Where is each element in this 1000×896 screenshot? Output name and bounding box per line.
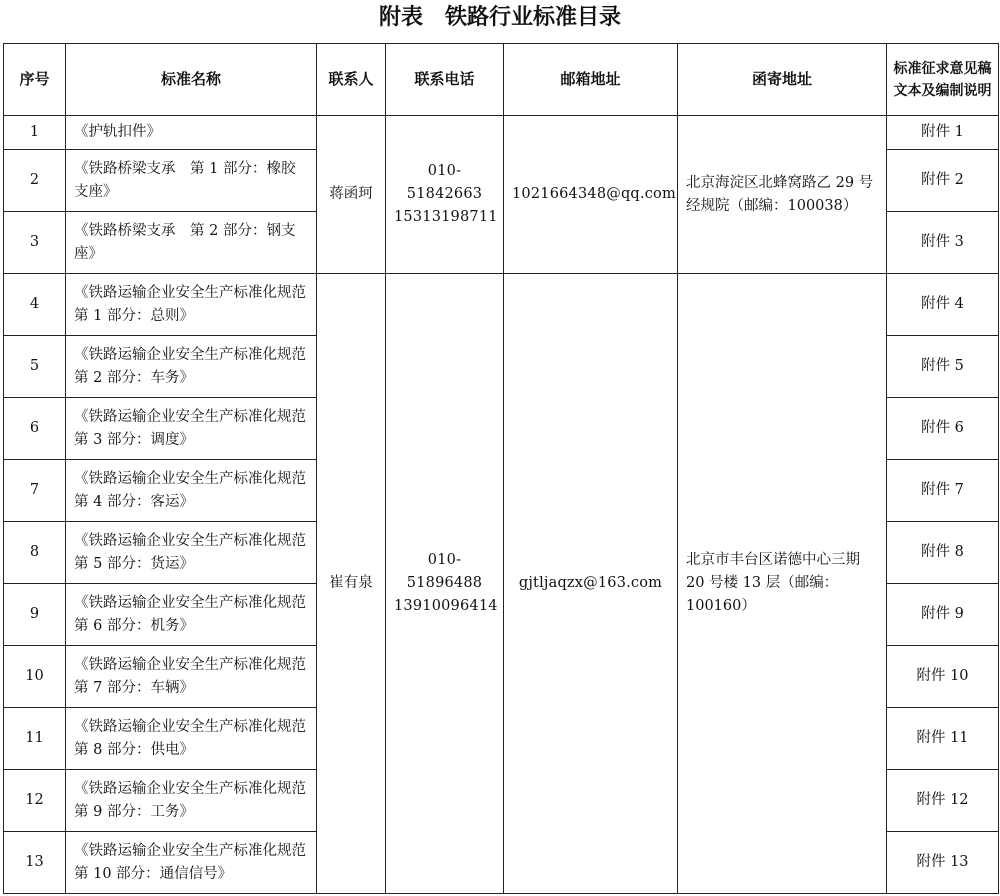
table-row	[4, 116, 999, 150]
header-seq: 序号	[4, 44, 66, 116]
row-seq: 11	[4, 708, 66, 770]
row-name: 《铁路运输企业安全生产标准化规范第 4 部分：客运》	[66, 460, 317, 522]
row-attachment: 附件 7	[887, 460, 999, 522]
contact-phone-2: 15313198711	[394, 209, 498, 225]
row-name: 《铁路运输企业安全生产标准化规范第 9 部分：工务》	[66, 770, 317, 832]
row-name: 《铁路运输企业安全生产标准化规范第 3 部分：调度》	[66, 398, 317, 460]
row-name: 《铁路运输企业安全生产标准化规范第 5 部分：货运》	[66, 522, 317, 584]
header-attachment: 标准征求意见稿文本及编制说明	[887, 44, 999, 116]
contact-person: 蒋函珂	[317, 116, 386, 274]
row-seq: 12	[4, 770, 66, 832]
row-name: 《铁路运输企业安全生产标准化规范第 8 部分：供电》	[66, 708, 317, 770]
row-seq: 13	[4, 832, 66, 894]
row-name: 《铁路运输企业安全生产标准化规范第 7 部分：车辆》	[66, 646, 317, 708]
contact-phone	[386, 274, 504, 894]
row-attachment: 附件 5	[887, 336, 999, 398]
contact-phone-1: 010-51896488	[406, 552, 483, 591]
row-attachment: 附件 13	[887, 832, 999, 894]
row-seq: 10	[4, 646, 66, 708]
row-name: 《铁路桥梁支承 第 1 部分：橡胶支座》	[66, 150, 317, 212]
header-address: 函寄地址	[678, 44, 887, 116]
page-title: 附表 铁路行业标准目录	[378, 5, 621, 30]
row-attachment: 附件 9	[887, 584, 999, 646]
table-row	[4, 274, 999, 336]
row-seq: 9	[4, 584, 66, 646]
row-attachment: 附件 4	[887, 274, 999, 336]
row-seq: 2	[4, 150, 66, 212]
row-seq: 1	[4, 116, 66, 150]
header-phone: 联系电话	[386, 44, 504, 116]
row-name: 《铁路运输企业安全生产标准化规范第 10 部分：通信信号》	[66, 832, 317, 894]
standards-table	[3, 43, 999, 894]
row-seq: 8	[4, 522, 66, 584]
row-seq: 5	[4, 336, 66, 398]
row-attachment: 附件 12	[887, 770, 999, 832]
contact-phone-2: 13910096414	[394, 598, 498, 614]
row-name: 《铁路运输企业安全生产标准化规范第 1 部分：总则》	[66, 274, 317, 336]
row-attachment: 附件 1	[887, 116, 999, 150]
row-name: 《铁路桥梁支承 第 2 部分：钢支座》	[66, 212, 317, 274]
row-attachment: 附件 10	[887, 646, 999, 708]
contact-email: gjtljaqzx@163.com	[504, 274, 678, 894]
contact-person: 崔有泉	[317, 274, 386, 894]
contact-phone-1: 010-51842663	[406, 163, 483, 202]
row-attachment: 附件 2	[887, 150, 999, 212]
row-name: 《铁路运输企业安全生产标准化规范第 2 部分：车务》	[66, 336, 317, 398]
row-seq: 4	[4, 274, 66, 336]
row-attachment: 附件 11	[887, 708, 999, 770]
row-name: 《护轨扣件》	[66, 116, 317, 150]
header-row	[4, 44, 999, 116]
header-name: 标准名称	[66, 44, 317, 116]
contact-email: 1021664348@qq.com	[504, 116, 678, 274]
row-name: 《铁路运输企业安全生产标准化规范第 6 部分：机务》	[66, 584, 317, 646]
row-seq: 6	[4, 398, 66, 460]
row-seq: 3	[4, 212, 66, 274]
row-attachment: 附件 3	[887, 212, 999, 274]
header-email: 邮箱地址	[504, 44, 678, 116]
row-attachment: 附件 6	[887, 398, 999, 460]
row-seq: 7	[4, 460, 66, 522]
row-attachment: 附件 8	[887, 522, 999, 584]
contact-phone	[386, 116, 504, 274]
mailing-address: 北京海淀区北蜂窝路乙 29 号经规院（邮编：100038）	[678, 116, 887, 274]
header-contact: 联系人	[317, 44, 386, 116]
mailing-address: 北京市丰台区诺德中心三期 20 号楼 13 层（邮编：100160）	[678, 274, 887, 894]
